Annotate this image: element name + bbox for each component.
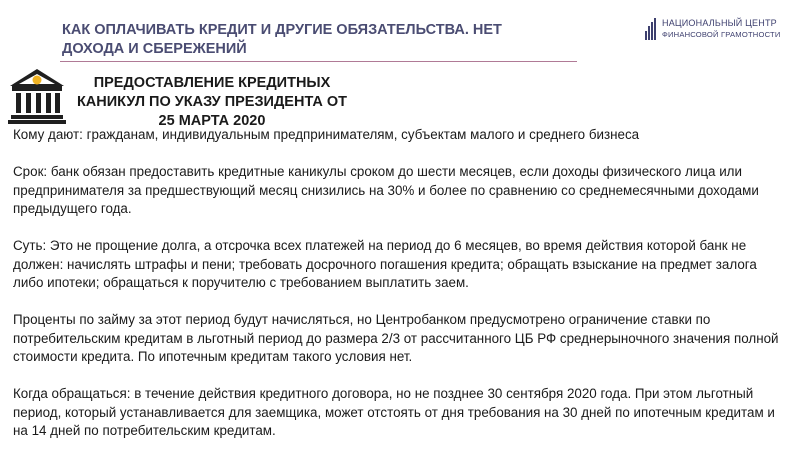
paragraph-term: Срок: банк обязан предоставить кредитные каникулы сроком до шести месяцев, если доходы физического лица или предпринимателя за предшествующий месяц снизились на 30% и более по сравнению со среднемесячными доходами предыдущего года.	[13, 164, 759, 216]
section-title	[62, 74, 362, 131]
paragraph-essence: Суть: Это не прощение долга, а отсрочка всех платежей на период до 6 месяцев, во время действия которой банк не должен: начислять штрафы и пени; требовать досрочного погашения кредита; обращать взыскание на предмет залога либо ипотеки; обращаться к поручителю с требованием выплатить заем.	[13, 238, 757, 290]
logo-line-1: НАЦИОНАЛЬНЫЙ ЦЕНТР	[662, 18, 777, 28]
header-divider	[60, 61, 577, 62]
logo-line-2: ФИНАНСОВОЙ ГРАМОТНОСТИ	[662, 30, 781, 39]
page-title	[62, 21, 532, 59]
bank-building-icon	[7, 66, 67, 124]
logo-text	[662, 18, 781, 40]
page-title-line-1: КАК ОПЛАЧИВАТЬ КРЕДИТ И ДРУГИЕ ОБЯЗАТЕЛЬСТВА. НЕТ	[62, 22, 502, 38]
page-title-line-2: ДОХОДА И СБЕРЕЖЕНИЙ	[62, 41, 247, 57]
paragraph-who: Кому дают: гражданам, индивидуальным предпринимателям, субъектам малого и среднего бизнеса	[13, 127, 640, 142]
body-text	[13, 126, 788, 441]
section-title-line-1: ПРЕДОСТАВЛЕНИЕ КРЕДИТНЫХ	[93, 75, 331, 91]
paragraph-when: Когда обращаться: в течение действия кредитного договора, но не позднее 30 сентября 2020 года. При этом льготный период, который устанавливается для заемщика, может отстоять от дня требования на 30 дней по ипотечным кредитам и на 14 дней по потребительским кредитам.	[13, 386, 775, 438]
section-title-line-3: 25 МАРТА 2020	[158, 113, 266, 129]
section-title-line-2: КАНИКУЛ ПО УКАЗУ ПРЕЗИДЕНТА ОТ	[76, 94, 348, 110]
logo-bars-icon	[645, 18, 657, 40]
ncfg-logo	[645, 18, 790, 40]
paragraph-interest: Проценты по займу за этот период будут начисляться, но Центробанком предусмотрено ограничение ставки по потребительским кредитам в льготный период до размера 2/3 от рассчитанного ЦБ РФ среднерыночного значения полной стоимости кредита. По ипотечным кредитам такого условия нет.	[13, 312, 779, 364]
